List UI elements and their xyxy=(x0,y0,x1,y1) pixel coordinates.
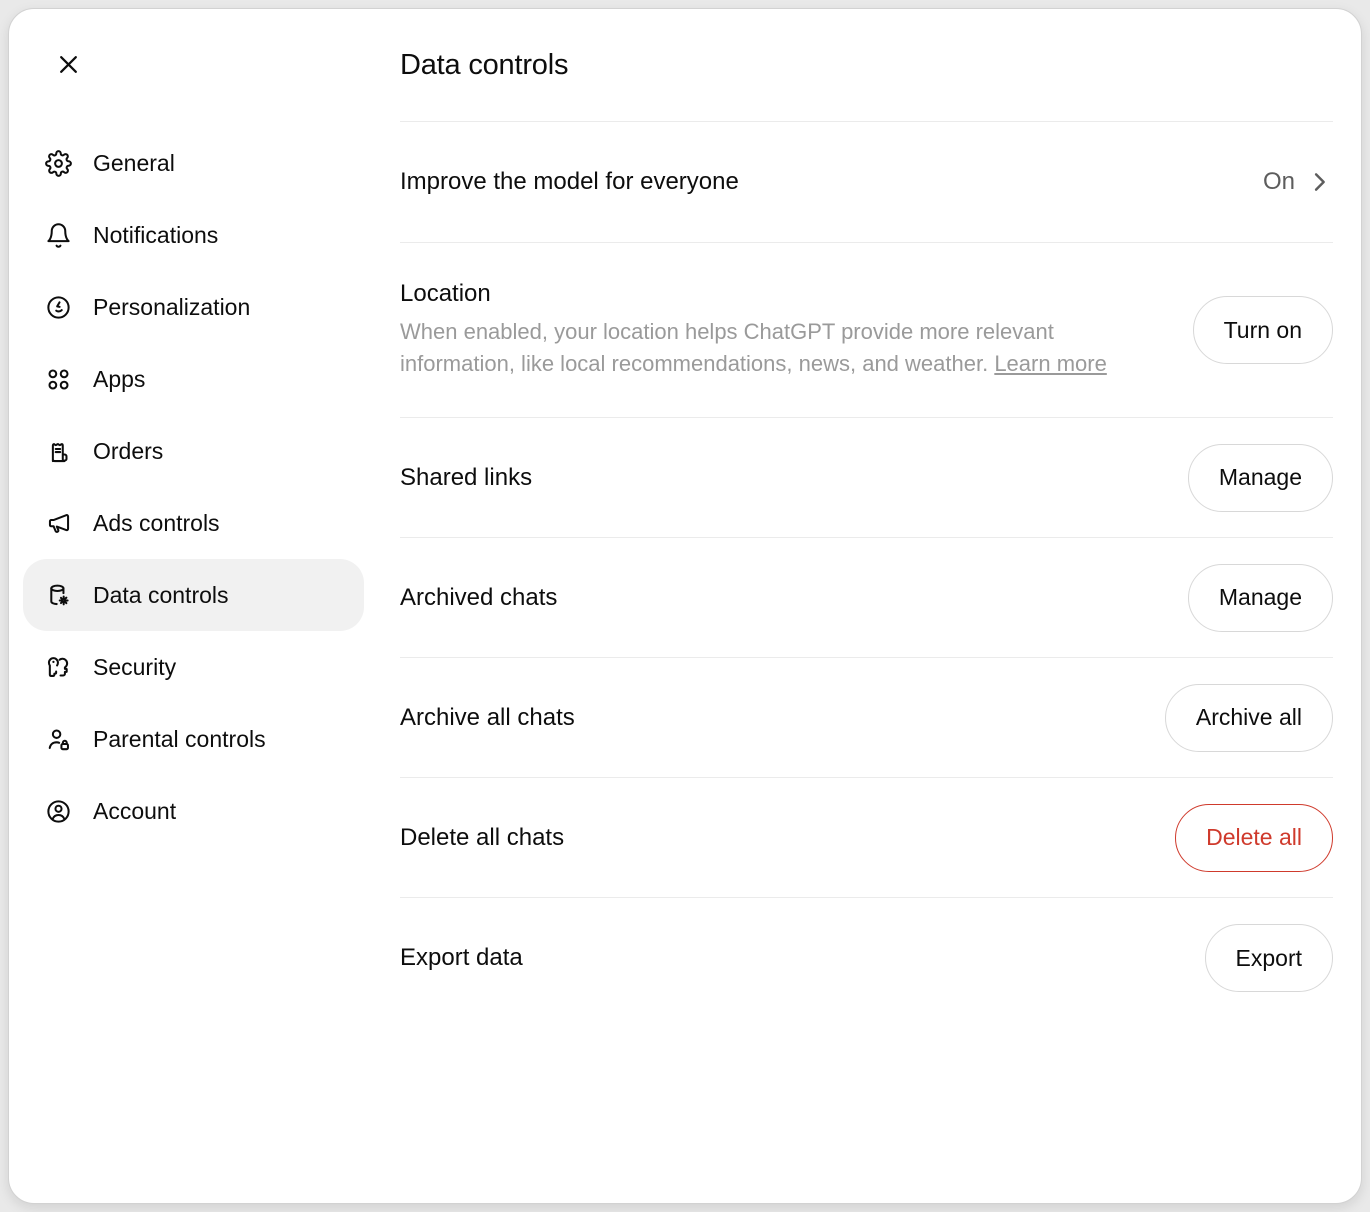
receipt-icon xyxy=(45,438,72,465)
improve-model-value[interactable] xyxy=(1263,168,1333,196)
sidebar-item-account[interactable] xyxy=(23,775,364,847)
sidebar-item-ads-controls[interactable] xyxy=(23,487,364,559)
shared-links-label: Shared links xyxy=(400,463,533,491)
archive-all-chats-row xyxy=(400,658,1333,778)
gear-icon xyxy=(45,150,72,177)
sidebar-item-personalization[interactable] xyxy=(23,271,364,343)
location-label: Location xyxy=(400,280,491,307)
data-controls-panel xyxy=(400,9,1361,1203)
archived-chats-row xyxy=(400,538,1333,658)
export-button[interactable]: Export xyxy=(1205,924,1333,992)
sidebar-item-general[interactable] xyxy=(23,127,364,199)
sidebar-item-label: Notifications xyxy=(93,221,219,248)
sidebar-item-label: Personalization xyxy=(93,293,251,320)
sidebar-item-orders[interactable] xyxy=(23,415,364,487)
manage-shared-links-button[interactable]: Manage xyxy=(1188,444,1333,512)
improve-model-label: Improve the model for everyone xyxy=(400,168,739,195)
database-gear-icon xyxy=(45,582,72,609)
sidebar-item-label: General xyxy=(93,149,175,176)
megaphone-icon xyxy=(45,510,72,537)
sidebar-item-label: Apps xyxy=(93,365,146,392)
sidebar-item-label: Parental controls xyxy=(93,725,266,752)
location-row xyxy=(400,243,1333,418)
export-data-row xyxy=(400,898,1333,1018)
sidebar-item-label: Account xyxy=(93,797,177,824)
delete-all-chats-row xyxy=(400,778,1333,898)
sidebar-item-data-controls[interactable] xyxy=(23,559,364,631)
improve-model-state: On xyxy=(1262,168,1295,195)
settings-nav xyxy=(23,127,364,847)
close-button[interactable] xyxy=(51,47,85,81)
panel-header xyxy=(400,9,1333,122)
improve-model-row[interactable] xyxy=(400,122,1333,243)
close-icon xyxy=(55,51,82,78)
person-circle-icon xyxy=(45,798,72,825)
sidebar-item-security[interactable] xyxy=(23,631,364,703)
sidebar-item-label: Security xyxy=(93,653,177,680)
personalization-icon xyxy=(45,294,72,321)
settings-sidebar xyxy=(9,9,400,1203)
sidebar-item-parental-controls[interactable] xyxy=(23,703,364,775)
apps-grid-icon xyxy=(45,366,72,393)
sidebar-item-label: Ads controls xyxy=(93,509,220,536)
delete-all-button[interactable]: Delete all xyxy=(1175,804,1333,872)
manage-archived-chats-button[interactable]: Manage xyxy=(1188,564,1333,632)
chevron-right-icon xyxy=(1305,168,1333,196)
settings-dialog xyxy=(8,8,1362,1204)
location-description xyxy=(400,316,1170,380)
location-text xyxy=(400,280,1170,380)
person-lock-icon xyxy=(45,726,72,753)
export-data-label: Export data xyxy=(400,944,523,971)
sidebar-item-label: Data controls xyxy=(93,581,229,608)
sidebar-item-notifications[interactable] xyxy=(23,199,364,271)
location-description-text: When enabled, your location helps ChatGPT provide more relevant information, like local recommendations, news, and weather. xyxy=(400,319,1054,376)
page-title: Data controls xyxy=(400,48,569,81)
archive-all-button[interactable]: Archive all xyxy=(1165,684,1333,752)
shared-links-row xyxy=(400,418,1333,538)
delete-all-chats-label: Delete all chats xyxy=(400,823,565,851)
sidebar-item-apps[interactable] xyxy=(23,343,364,415)
archived-chats-label: Archived chats xyxy=(400,583,558,611)
sidebar-item-label: Orders xyxy=(93,437,164,464)
learn-more-link[interactable]: Learn more xyxy=(994,351,1107,376)
keys-icon xyxy=(45,654,72,681)
bell-icon xyxy=(45,222,72,249)
turn-on-location-button[interactable]: Turn on xyxy=(1193,296,1333,364)
archive-all-chats-label: Archive all chats xyxy=(400,703,575,731)
